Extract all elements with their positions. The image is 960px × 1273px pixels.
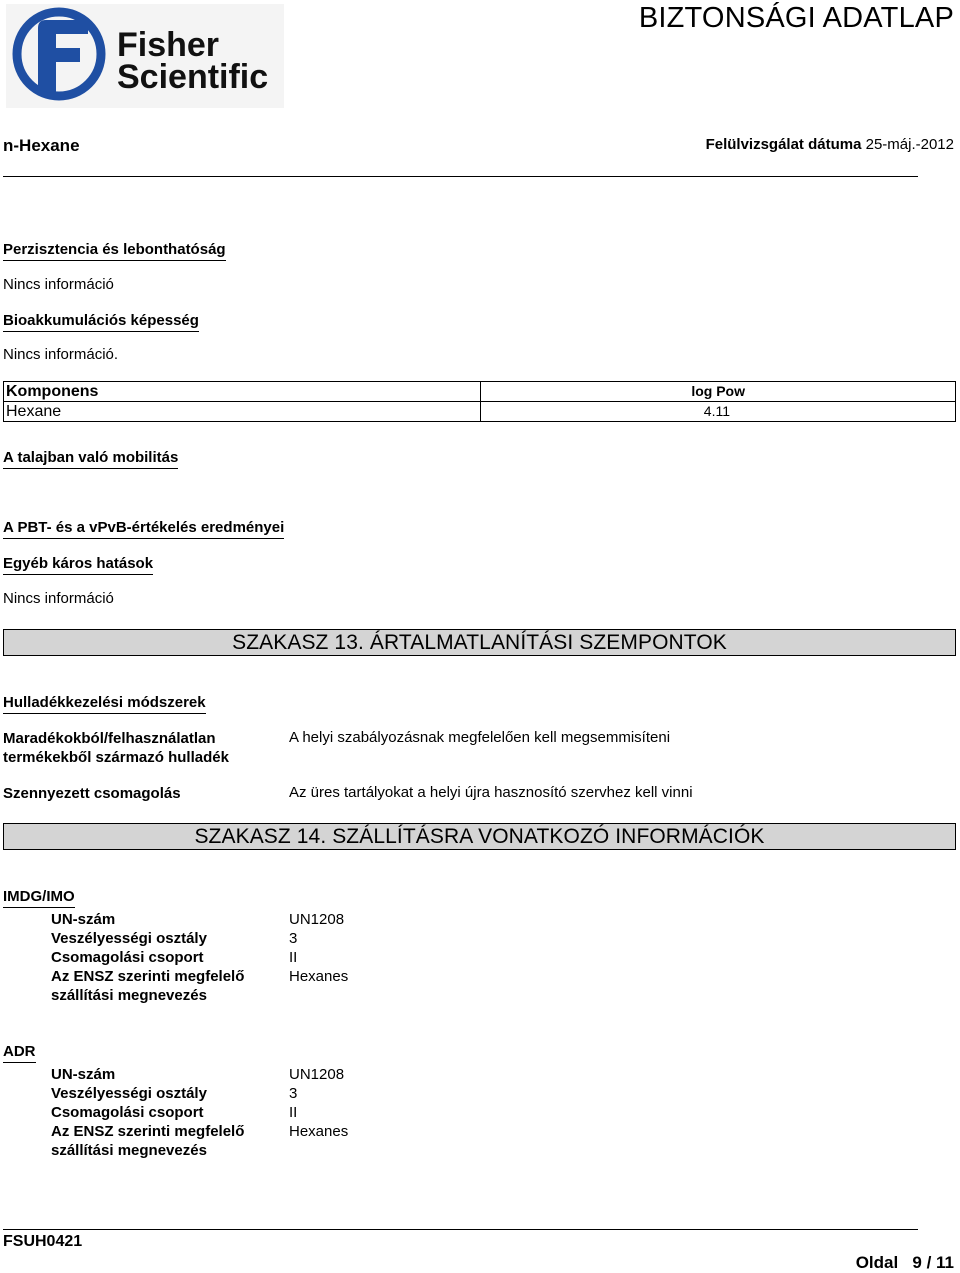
adr-name-value: Hexanes <box>289 1123 349 1140</box>
document-title: BIZTONSÁGI ADATLAP <box>638 2 954 34</box>
product-name: n-Hexane <box>3 136 80 155</box>
adr-class-label: Veszélyességi osztály <box>51 1085 207 1102</box>
table-header-component: Komponens <box>4 382 481 402</box>
adr-name-label-1: Az ENSZ szerinti megfelelő <box>51 1123 245 1140</box>
header-divider <box>3 176 918 177</box>
imdg-class-label: Veszélyességi osztály <box>51 930 207 947</box>
table-row <box>4 402 956 422</box>
section-13-title: SZAKASZ 13. ÁRTALMATLANÍTÁSI SZEMPONTOK <box>3 629 956 656</box>
imdg-name-label-2: szállítási megnevezés <box>51 987 207 1004</box>
soil-mobility-heading: A talajban való mobilitás <box>3 449 178 469</box>
imdg-un-value: UN1208 <box>289 911 345 928</box>
other-effects-text: Nincs információ <box>3 590 114 607</box>
logo-graphic <box>6 4 284 108</box>
section-14-title: SZAKASZ 14. SZÁLLÍTÁSRA VONATKOZÓ INFORMÁCIÓK <box>3 823 956 850</box>
adr-heading: ADR <box>3 1043 36 1063</box>
waste-residue-label: Maradékokból/felhasználatlan termékekből származó hulladék <box>3 730 229 766</box>
table-header-log-pow: log Pow <box>481 382 956 402</box>
imdg-name-label-1: Az ENSZ szerinti megfelelő <box>51 968 245 985</box>
adr-class-value: 3 <box>289 1085 298 1102</box>
footer-divider <box>3 1229 918 1230</box>
bioaccumulation-heading: Bioakkumulációs képesség <box>3 312 199 332</box>
imdg-group-label: Csomagolási csoport <box>51 949 204 966</box>
page-label: Oldal <box>855 1253 899 1272</box>
adr-name-label-2: szállítási megnevezés <box>51 1142 207 1159</box>
document-code: FSUH0421 <box>3 1233 83 1250</box>
imdg-class-value: 3 <box>289 930 298 947</box>
other-effects-heading: Egyéb káros hatások <box>3 555 153 575</box>
adr-un-label: UN-szám <box>51 1066 116 1083</box>
adr-un-value: UN1208 <box>289 1066 345 1083</box>
contaminated-packaging-label: Szennyezett csomagolás <box>3 785 181 802</box>
page-value: 9 / 11 <box>912 1253 954 1272</box>
contaminated-packaging-value: Az üres tartályokat a helyi újra hasznosító szervhez kell vinni <box>289 784 693 801</box>
logo-text-scientific: Scientific <box>117 58 269 96</box>
pbt-heading: A PBT- és a vPvB-értékelés eredményei <box>3 519 284 539</box>
table-cell-log-pow: 4.11 <box>481 402 956 422</box>
adr-group-value: II <box>289 1104 298 1121</box>
component-table <box>3 381 956 422</box>
bioaccumulation-text: Nincs információ. <box>3 346 119 363</box>
revision-label: Felülvizsgálat dátuma <box>705 136 862 153</box>
table-cell-component: Hexane <box>4 402 481 422</box>
revision-date <box>706 136 954 153</box>
imdg-group-value: II <box>289 949 298 966</box>
persistence-text: Nincs információ <box>3 276 114 293</box>
waste-residue-value: A helyi szabályozásnak megfelelően kell megsemmisíteni <box>289 729 671 746</box>
table-header-row <box>4 382 956 402</box>
imdg-un-label: UN-szám <box>51 911 116 928</box>
logo-text-fisher: Fisher <box>117 26 220 64</box>
adr-group-label: Csomagolási csoport <box>51 1104 204 1121</box>
imdg-name-value: Hexanes <box>289 968 349 985</box>
imdg-heading: IMDG/IMO <box>3 888 75 908</box>
waste-methods-heading: Hulladékkezelési módszerek <box>3 694 206 714</box>
revision-date-value: 25-máj.-2012 <box>865 136 954 153</box>
page-number <box>856 1253 954 1273</box>
fisher-scientific-logo <box>6 4 284 108</box>
persistence-heading: Perzisztencia és lebonthatóság <box>3 241 226 261</box>
